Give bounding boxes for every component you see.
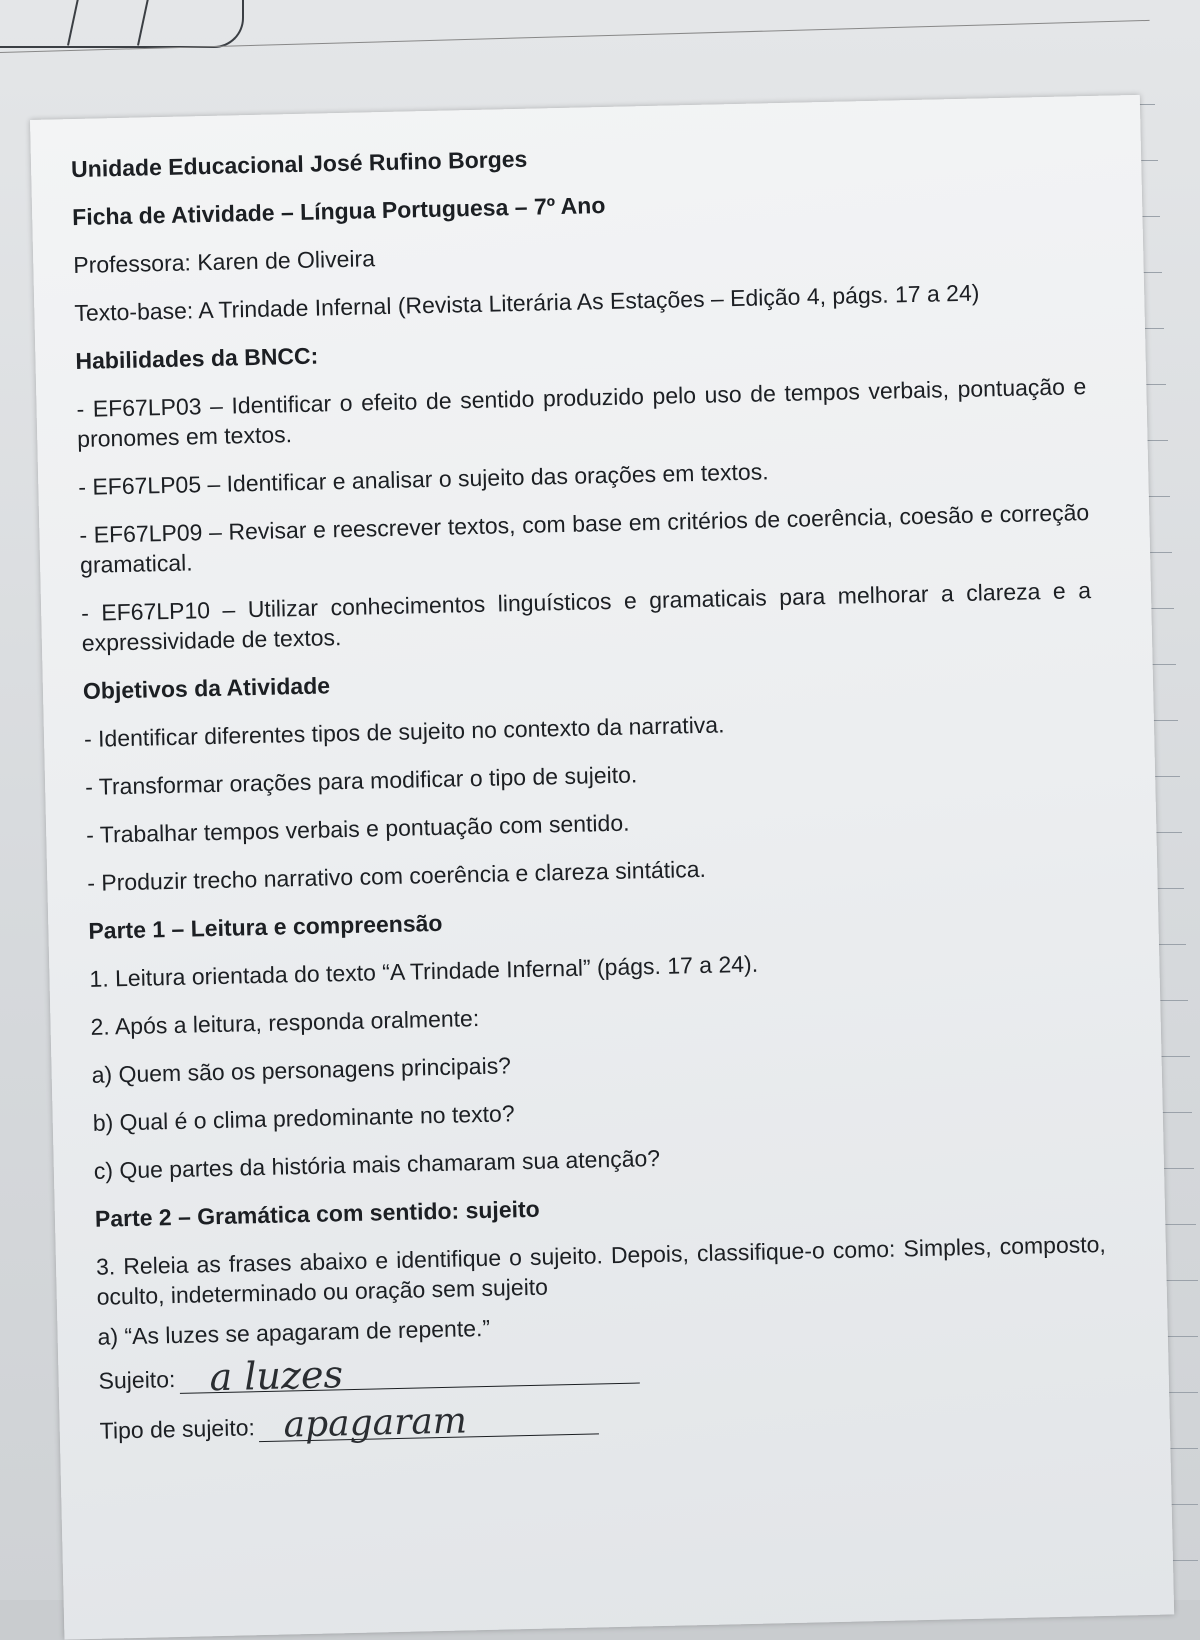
handwritten-type-text: apagaram bbox=[283, 1400, 468, 1446]
handwritten-type bbox=[258, 1391, 619, 1451]
part2-heading: Parte 2 – Gramática com sentido: sujeito bbox=[94, 1195, 540, 1232]
question-1: 1. Leitura orientada do texto “A Trindade Infernal” (págs. 17 a 24). bbox=[89, 950, 759, 992]
worksheet-title: Ficha de Atividade – Língua Portuguesa – 7º Ano bbox=[71, 191, 606, 231]
sentence-a: a) “As luzes se apagaram de repente.” bbox=[97, 1314, 491, 1350]
objective-item: - Transformar orações para modificar o tipo de sujeito. bbox=[84, 761, 638, 800]
bncc-item: - EF67LP09 – Revisar e reescrever textos, com base em critérios de coerência, coesão e correção gramatical. bbox=[79, 499, 1090, 578]
handwritten-subject-text: a luzes bbox=[208, 1352, 344, 1400]
sub-question-b: b) Qual é o clima predominante no texto? bbox=[92, 1100, 515, 1136]
type-blank[interactable] bbox=[259, 1400, 600, 1446]
worksheet-paper bbox=[30, 95, 1174, 1640]
objective-item: - Trabalhar tempos verbais e pontuação com sentido. bbox=[85, 809, 630, 848]
objectives-heading: Objetivos da Atividade bbox=[82, 672, 331, 704]
part1-heading: Parte 1 – Leitura e compreensão bbox=[88, 909, 443, 944]
sub-question-a: a) Quem são os personagens principais? bbox=[91, 1052, 512, 1088]
sub-question-c: c) Que partes da história mais chamaram sua atenção? bbox=[93, 1144, 661, 1184]
bncc-item: - EF67LP10 – Utilizar conhecimentos linguísticos e gramaticais para melhorar a clareza e a expressividade de textos. bbox=[80, 577, 1092, 656]
objective-item: - Identificar diferentes tipos de sujeito no contexto da narrativa. bbox=[83, 711, 725, 752]
top-drawn-shape bbox=[0, 0, 244, 48]
teacher-name: Professora: Karen de Oliveira bbox=[73, 245, 376, 279]
objective-item: - Produzir trecho narrativo com coerência e clareza sintática. bbox=[87, 855, 707, 896]
bncc-item: - EF67LP03 – Identificar o efeito de sentido produzido pelo uso de tempos verbais, pontuação e pronomes em textos. bbox=[76, 373, 1087, 453]
worksheet-content bbox=[71, 131, 1110, 1446]
question-3: 3. Releia as frases abaixo e identifique o sujeito. Depois, classifique-o como: Simples, composto, oculto, indeterminado ou oração sem sujeito bbox=[95, 1230, 1107, 1310]
subject-label: Sujeito: bbox=[98, 1366, 176, 1394]
base-text: Texto-base: A Trindade Infernal (Revista Literária As Estações – Edição 4, págs. 17 a 24) bbox=[74, 279, 980, 327]
bncc-item: - EF67LP05 – Identificar e analisar o sujeito das orações em textos. bbox=[78, 458, 769, 500]
question-2: 2. Após a leitura, responda oralmente: bbox=[90, 1005, 480, 1040]
school-name: Unidade Educacional José Rufino Borges bbox=[70, 145, 528, 183]
bncc-heading: Habilidades da BNCC: bbox=[75, 342, 319, 375]
type-label: Tipo de sujeito: bbox=[99, 1414, 256, 1444]
